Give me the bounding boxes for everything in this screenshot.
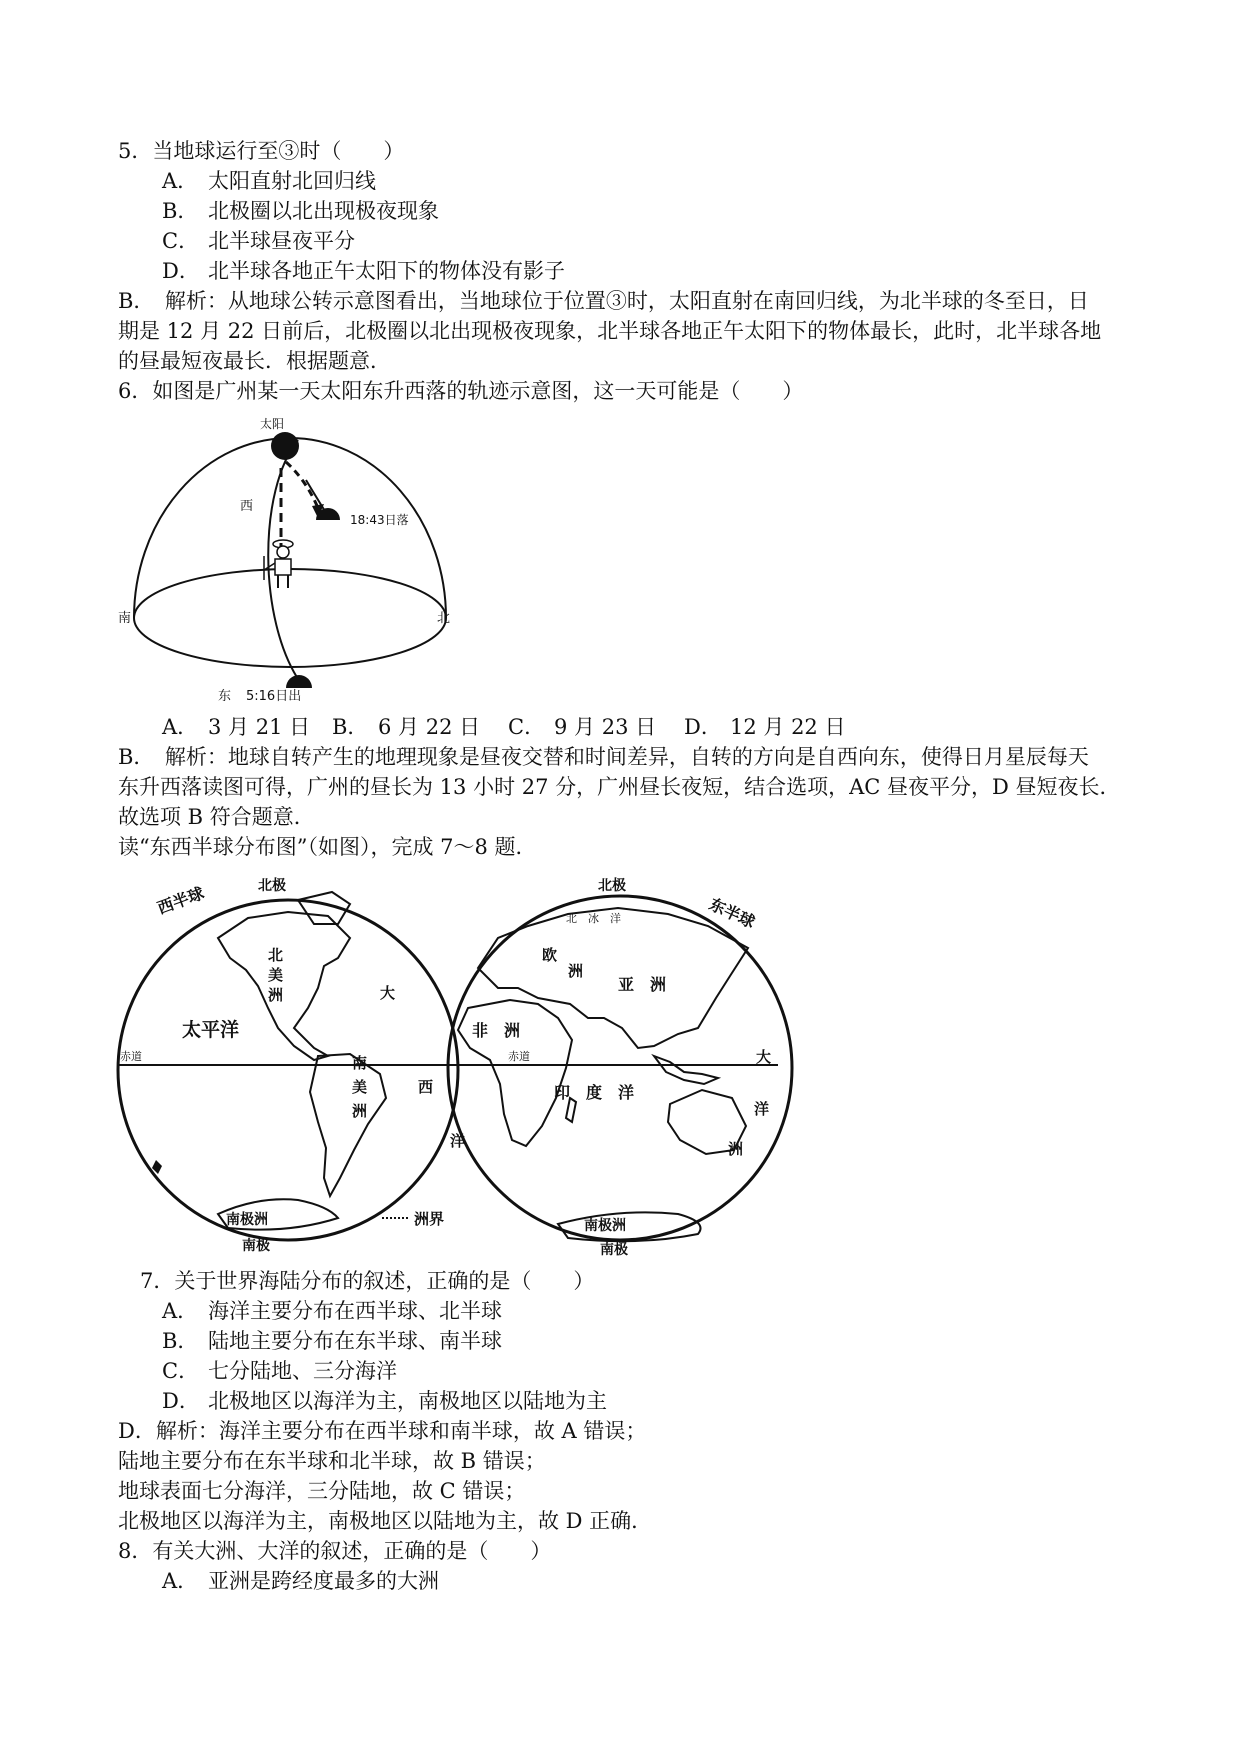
option-text: 亚洲是跨经度最多的大洲	[208, 1569, 439, 1593]
option-text: 太阳直射北回归线	[208, 169, 376, 193]
option-letter: A．	[162, 169, 199, 193]
sun-path-diagram	[118, 417, 450, 710]
option-letter: D．	[162, 1389, 200, 1413]
label-oceania-3: 洲	[728, 1140, 744, 1158]
question-5-stem: 5．当地球运行至③时（ ）	[118, 139, 405, 163]
option-text: 北半球昼夜平分	[208, 229, 355, 253]
legend-continent-boundary: 洲界	[414, 1210, 445, 1228]
label-west: 西	[240, 499, 254, 514]
label-sunset: 18:43日落	[350, 513, 409, 527]
label-north: 北	[436, 611, 450, 626]
option-text: 3 月 21 日	[208, 715, 311, 739]
q6-option-d	[684, 712, 845, 742]
label-oceania-2: 洋	[754, 1100, 770, 1118]
hemisphere-map	[118, 878, 818, 1258]
dashed-path-to-sunset	[286, 462, 318, 508]
q7-explanation-line-2: 陆地主要分布在东半球和北半球，故 B 错误；	[118, 1449, 546, 1473]
option-letter: D．	[684, 715, 722, 739]
q5-option-c	[162, 226, 355, 256]
option-text: 9 月 23 日	[554, 715, 657, 739]
label-asia: 亚 洲	[618, 975, 667, 994]
label-antarctica-east: 南极洲	[584, 1218, 626, 1234]
label-atlantic-east-2: 洋	[450, 1132, 466, 1150]
q6-explanation-line-3: 故选项 B 符合题意．	[118, 805, 315, 829]
sunrise-sun-icon	[286, 675, 312, 688]
label-sa-3: 洲	[352, 1102, 368, 1120]
label-arctic: 北 冰 洋	[566, 912, 621, 925]
option-letter: D．	[162, 259, 200, 283]
option-letter: B．	[332, 715, 369, 739]
label-europe-1: 欧	[542, 946, 558, 964]
q5-option-d	[162, 256, 565, 286]
sun-noon-icon	[271, 432, 299, 460]
option-letter: C．	[162, 1359, 200, 1383]
option-letter: B．	[162, 199, 199, 223]
q7-option-c	[162, 1356, 397, 1386]
q5-explanation-line-2: 期是 12 月 22 日前后，北极圈以北出现极夜现象，北半球各地正午太阳下的物体最长，此时，北半球各地	[118, 319, 1102, 343]
label-antarctica-west: 南极洲	[226, 1212, 268, 1228]
label-indian-ocean: 印 度 洋	[554, 1083, 635, 1102]
option-text: 北极地区以海洋为主，南极地区以陆地为主	[208, 1389, 607, 1413]
question-7-stem: 7．关于世界海陆分布的叙述，正确的是（ ）	[140, 1269, 595, 1293]
label-south-pole-east: 南极	[600, 1242, 628, 1258]
option-text: 陆地主要分布在东半球、南半球	[208, 1329, 502, 1353]
option-text: 北半球各地正午太阳下的物体没有影子	[208, 259, 565, 283]
horizon-ellipse	[134, 569, 446, 667]
label-sa-1: 南	[352, 1054, 368, 1072]
q5-option-a	[162, 166, 376, 196]
q7-explanation-line-4: 北极地区以海洋为主，南极地区以陆地为主，故 D 正确．	[118, 1509, 653, 1533]
label-south: 南	[118, 611, 132, 626]
label-atlantic-east-1: 西	[418, 1078, 434, 1096]
label-equator-east: 赤道	[508, 1050, 530, 1063]
label-atlantic-big: 大	[380, 984, 396, 1002]
label-na-3: 洲	[268, 986, 284, 1004]
label-east-hemisphere: 东半球	[706, 894, 758, 932]
option-text: 海洋主要分布在西半球、北半球	[208, 1299, 502, 1323]
q7-explanation-line-3: 地球表面七分海洋，三分陆地，故 C 错误；	[118, 1479, 526, 1503]
option-letter: A．	[162, 1569, 199, 1593]
q5-option-b	[162, 196, 439, 226]
label-na-1: 北	[268, 946, 284, 964]
label-west-hemisphere: 西半球	[154, 883, 207, 918]
label-north-pole-east: 北极	[598, 878, 626, 894]
q6-option-a	[162, 712, 332, 742]
label-oceania-big: 大	[756, 1048, 772, 1066]
option-letter: A．	[162, 715, 199, 739]
label-pacific: 太平洋	[182, 1019, 240, 1041]
eastern-hemisphere-circle	[448, 896, 792, 1240]
label-south-pole-west: 南极	[242, 1238, 270, 1254]
q7-option-b	[162, 1326, 502, 1356]
intro-7-8: 读“东西半球分布图”（如图），完成 7～8 题．	[118, 835, 537, 859]
option-letter: B．	[162, 1329, 199, 1353]
q7-explanation-line-1: D．解析：海洋主要分布在西半球和南半球，故 A 错误；	[118, 1419, 647, 1443]
island-group-shape	[654, 1056, 718, 1084]
q5-explanation-line-1: B． 解析：从地球公转示意图看出，当地球位于位置③时，太阳直射在南回归线，为北半球的冬至日，日	[118, 289, 1089, 313]
label-north-pole-west: 北极	[258, 878, 286, 894]
q7-option-a	[162, 1296, 502, 1326]
label-equator-west: 赤道	[120, 1050, 142, 1063]
label-sunrise: 5:16日出	[246, 689, 302, 704]
q6-explanation-line-2: 东升西落读图可得，广州的昼长为 13 小时 27 分，广州昼长夜短，结合选项，AC 昼夜平分，D 昼短夜长．	[118, 775, 1121, 799]
option-text: 七分陆地、三分海洋	[208, 1359, 397, 1383]
q6-option-c	[508, 712, 684, 742]
western-hemisphere-circle	[118, 900, 458, 1240]
option-text: 北极圈以北出现极夜现象	[208, 199, 439, 223]
q5-explanation-line-3: 的昼最短夜最长．根据题意．	[118, 349, 391, 373]
label-na-2: 美	[268, 966, 284, 984]
label-europe-2: 洲	[568, 962, 584, 980]
label-sun: 太阳	[260, 417, 285, 431]
q6-explanation-line-1: B． 解析：地球自转产生的地理现象是昼夜交替和时间差异，自转的方向是自西向东，使得日月星辰每天	[118, 745, 1089, 769]
q6-option-b	[332, 712, 508, 742]
label-africa: 非 洲	[472, 1021, 521, 1040]
antarctica-east-shape	[558, 1212, 701, 1241]
q6-options-row	[162, 712, 845, 742]
option-text: 12 月 22 日	[730, 715, 846, 739]
label-sa-2: 美	[352, 1078, 368, 1096]
option-letter: C．	[162, 229, 200, 253]
option-letter: C．	[508, 715, 546, 739]
q8-option-a	[162, 1566, 439, 1596]
q7-option-d	[162, 1386, 607, 1416]
option-letter: A．	[162, 1299, 199, 1323]
question-6-stem: 6．如图是广州某一天太阳东升西落的轨迹示意图，这一天可能是（ ）	[118, 379, 804, 403]
option-text: 6 月 22 日	[378, 715, 481, 739]
label-east: 东	[218, 689, 232, 704]
question-8-stem: 8．有关大洲、大洋的叙述，正确的是（ ）	[118, 1539, 552, 1563]
south-america-shape	[310, 1054, 386, 1196]
